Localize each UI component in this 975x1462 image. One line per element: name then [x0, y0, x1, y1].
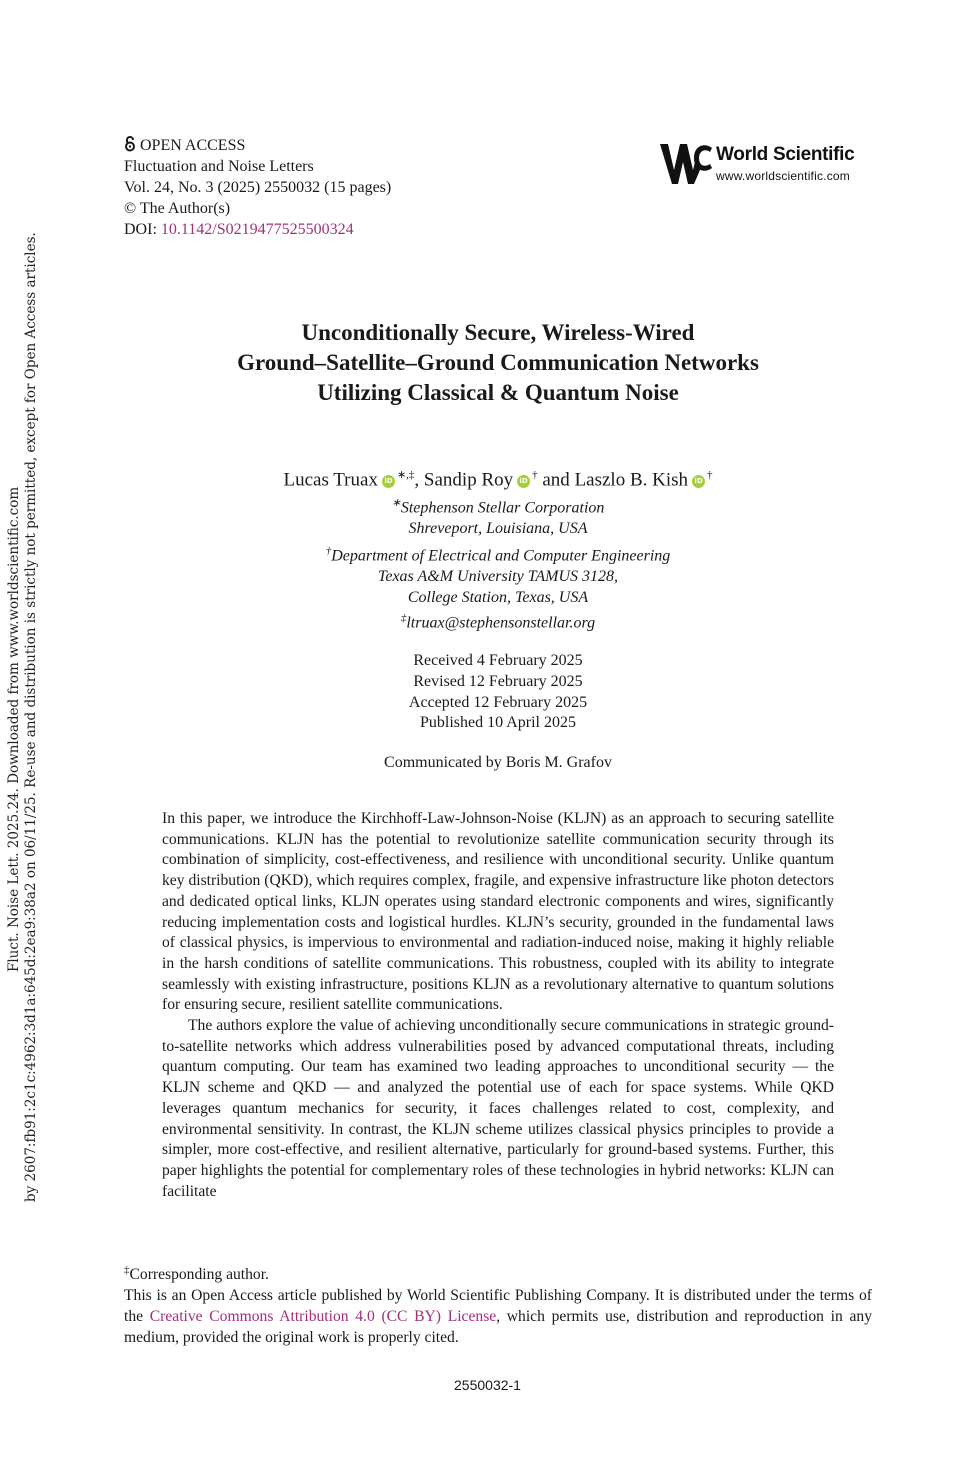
corresponding-mark: ‡ [124, 1264, 130, 1276]
ws-logo-mark-icon [660, 140, 714, 186]
author-3-marks: † [707, 469, 713, 481]
affiliation-2-mark: † [325, 545, 332, 557]
license-text-post: , which permits use, distribution and reproduction in any medium, provided the original work is properly cited. [124, 1308, 872, 1347]
affiliation-1-line-2: Shreveport, Louisiana, USA [408, 520, 588, 538]
orcid-icon[interactable]: iD [692, 475, 705, 488]
logo-name: World Scientific [716, 144, 855, 165]
author-1-marks: ∗,‡ [396, 469, 415, 481]
publication-dates [150, 651, 846, 734]
affiliation-2 [150, 541, 846, 634]
volume-info: Vol. 24, No. 3 (2025) 2550032 (15 pages) [124, 179, 392, 196]
license-note [124, 1285, 872, 1348]
affiliation-2-line-2: Texas A&M University TAMUS 3128, [377, 568, 619, 586]
title-line-3: Utilizing Classical & Quantum Noise [317, 380, 679, 405]
affiliation-1-line-1: Stephenson Stellar Corporation [400, 499, 605, 517]
author-separator: and [537, 469, 575, 491]
abstract [162, 809, 834, 1202]
orcid-icon[interactable]: iD [382, 475, 395, 488]
title-line-2: Ground–Satellite–Ground Communication Networks [237, 350, 759, 375]
corresponding-author-note [124, 1260, 872, 1285]
contact-email[interactable]: ltruax@stephensonstellar.org [406, 614, 596, 632]
journal-name: Fluctuation and Noise Letters [124, 158, 314, 175]
abstract-paragraph-2: The authors explore the value of achieving unconditionally secure communications in strategic ground-to-satellite networks which address vulnerabilities posed by advanced computational threats, including quantum computing. Our team has examined two leading approaches to unconditional security — the KLJN scheme and QKD — and analyzed the potential use of each for space systems. While QKD leverages quantum mechanics for security, it faces challenges related to cost, complexity, and environmental sensitivity. In contrast, the KLJN scheme utilizes classical physics principles to provide a simpler, more cost-effective, and resilient alternative, particularly for ground-based systems. Further, this paper highlights the potential for complementary roles of these technologies in hybrid networks: KLJN can facilitate [162, 1017, 834, 1200]
communicated-by: Communicated by Boris M. Grafov [384, 754, 612, 771]
affiliation-1-mark: ∗ [391, 497, 401, 509]
watermark-line-1: Fluct. Noise Lett. 2025.24. Downloaded from www.worldscientific.com [6, 486, 22, 972]
open-access-icon [124, 136, 136, 152]
accepted-date: Accepted 12 February 2025 [408, 693, 588, 711]
title-line-1: Unconditionally Secure, Wireless-Wired [301, 320, 695, 345]
abstract-paragraph-1: In this paper, we introduce the Kirchhoff-Law-Johnson-Noise (KLJN) as an approach to securing satellite communications. KLJN has the potential to revolutionize satellite communication security through its combination of simplicity, cost-effectiveness, and resilience with unconditional security. Unlike quantum key distribution (QKD), which requires complex, fragile, and expensive infrastructure like photon detectors and dedicated optical links, KLJN operates using standard electronic components and wires, significantly reducing implementation costs and logistical hurdles. KLJN’s security, grounded in the fundamental laws of classical physics, is impervious to environmental and radiation-induced noise, making it highly reliable in the harsh conditions of satellite communications. This robustness, coupled with its ability to integrate seamlessly with existing infrastructure, positions KLJN as a revolutionary alternative to quantum solutions for ensuring secure, resilient satellite communications. [162, 810, 834, 1014]
revised-date: Revised 12 February 2025 [413, 672, 583, 690]
license-link[interactable]: Creative Commons Attribution 4.0 (CC BY) License [149, 1308, 497, 1326]
doi-link[interactable]: 10.1142/S0219477525500324 [160, 221, 354, 238]
paper-title [150, 318, 846, 408]
author-2[interactable]: Sandip Roy [423, 469, 514, 491]
open-access-line [124, 135, 391, 156]
affiliation-2-line-1: Department of Electrical and Computer Engineering [331, 547, 671, 565]
author-2-marks: † [532, 469, 538, 481]
doi-line [124, 219, 391, 240]
published-date: Published 10 April 2025 [419, 714, 576, 732]
author-separator: , [414, 469, 424, 491]
author-1[interactable]: Lucas Truax [283, 469, 378, 491]
corresponding-text: Corresponding author. [129, 1266, 269, 1284]
world-scientific-logo[interactable] [660, 140, 870, 186]
author-list [150, 462, 846, 493]
footnotes [124, 1260, 872, 1348]
received-date: Received 4 February 2025 [413, 652, 583, 669]
logo-url: www.worldscientific.com [716, 169, 850, 183]
orcid-icon[interactable]: iD [517, 475, 530, 488]
email-mark: ‡ [400, 612, 407, 625]
affiliation-2-line-3: College Station, Texas, USA [407, 589, 589, 607]
journal-header [124, 135, 391, 240]
license-text-pre: This is an Open Access article published by World Scientific Publishing Company. It is distributed under the terms of the [124, 1287, 872, 1326]
open-access-label: OPEN ACCESS [140, 137, 246, 154]
watermark-line-2: by 2607:fb91:2c1c:4962:3d1a:645d:2ea9:38a2 on 06/11/25. Re-use and distribution is strictly not permitted, except for Open Access articles. [23, 232, 39, 1202]
download-watermark [0, 0, 50, 1462]
doi-label: DOI: [124, 221, 157, 238]
page-number: 2550032-1 [454, 1377, 521, 1393]
author-3[interactable]: Laszlo B. Kish [574, 469, 689, 491]
affiliation-1 [150, 493, 846, 539]
copyright: © The Author(s) [124, 200, 231, 217]
